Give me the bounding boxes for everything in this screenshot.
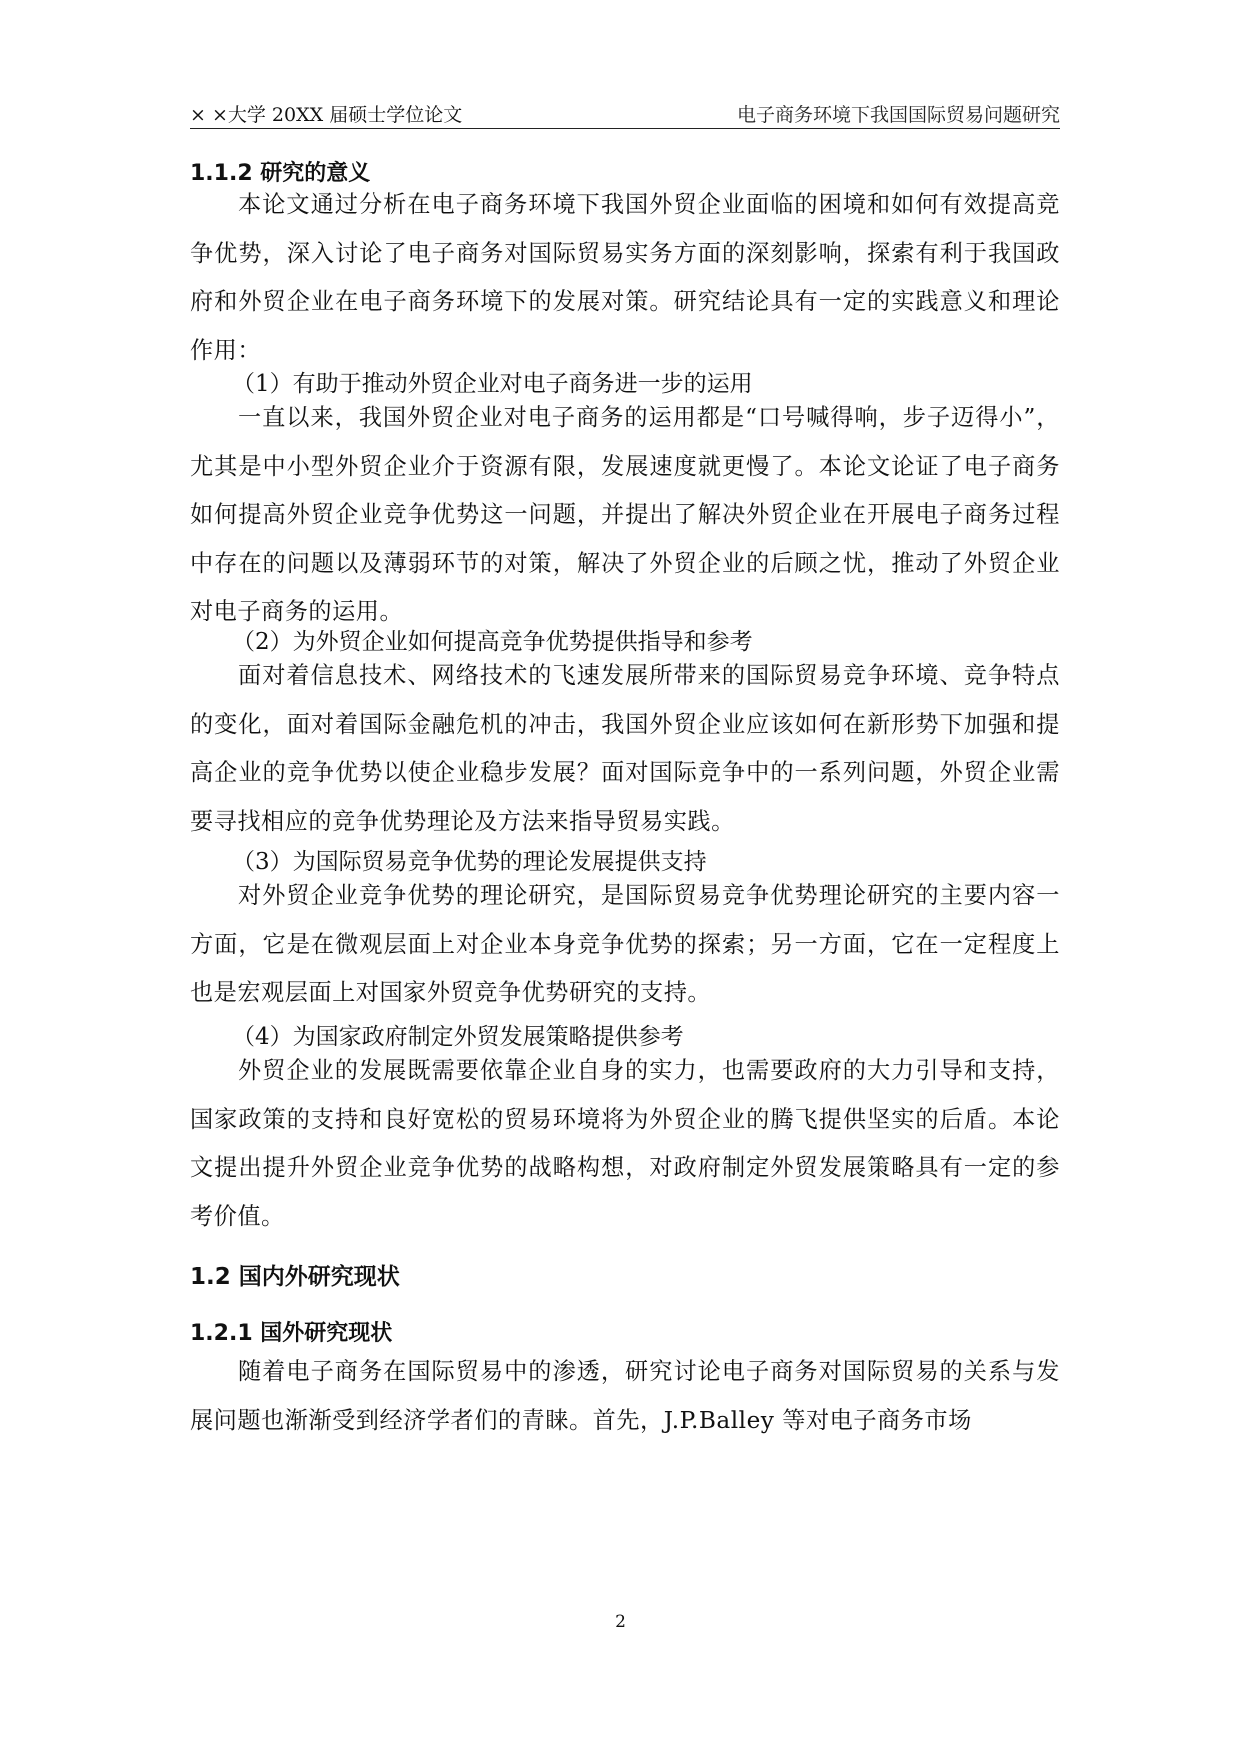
list-item-1: （1）有助于推动外贸企业对电子商务进一步的运用 [232, 371, 753, 397]
page-header [190, 96, 1060, 129]
header-thesis-title: 电子商务环境下我国国际贸易问题研究 [736, 104, 1060, 126]
paragraph-item1: 一直以来，我国外贸企业对电子商务的运用都是“口号喊得响，步子迈得小”，尤其是中小型外贸企业介于资源有限，发展速度就更慢了。本论文论证了电子商务如何提高外贸企业竞争优势这一问题，并提出了解决外贸企业在开展电子商务过程中存在的问题以及薄弱环节的对策，解决了外贸企业的后顾之忧，推动了外贸企业对电子商务的运用。 [190, 404, 1060, 625]
list-item-2: （2）为外贸企业如何提高竞争优势提供指导和参考 [232, 629, 753, 655]
list-item-3: （3）为国际贸易竞争优势的理论发展提供支持 [232, 849, 707, 875]
heading-1-2-1: 1.2.1 国外研究现状 [190, 1321, 393, 1346]
heading-1-1-2: 1.1.2 研究的意义 [190, 161, 371, 186]
paragraph-item4: 外贸企业的发展既需要依靠企业自身的实力，也需要政府的大力引导和支持，国家政策的支持和良好宽松的贸易环境将为外贸企业的腾飞提供坚实的后盾。本论文提出提升外贸企业竞争优势的战略构想，对政府制定外贸发展策略具有一定的参考价值。 [190, 1057, 1060, 1230]
paragraph-intro: 本论文通过分析在电子商务环境下我国外贸企业面临的困境和如何有效提高竞争优势，深入讨论了电子商务对国际贸易实务方面的深刻影响，探索有利于我国政府和外贸企业在电子商务环境下的发展对策。研究结论具有一定的实践意义和理论作用： [190, 191, 1060, 364]
paragraph-item3: 对外贸企业竞争优势的理论研究，是国际贸易竞争优势理论研究的主要内容一方面，它是在微观层面上对企业本身竞争优势的探索；另一方面，它在一定程度上也是宏观层面上对国家外贸竞争优势研究的支持。 [190, 882, 1060, 1006]
paragraph-item2: 面对着信息技术、网络技术的飞速发展所带来的国际贸易竞争环境、竞争特点的变化，面对着国际金融危机的冲击，我国外贸企业应该如何在新形势下加强和提高企业的竞争优势以使企业稳步发展？面对国际竞争中的一系列问题，外贸企业需要寻找相应的竞争优势理论及方法来指导贸易实践。 [190, 662, 1060, 835]
paragraph-1-2-1: 随着电子商务在国际贸易中的渗透，研究讨论电子商务对国际贸易的关系与发展问题也渐渐受到经济学者们的青睐。首先，J.P.Balley 等对电子商务市场 [190, 1358, 1060, 1434]
page-number: 2 [615, 1612, 626, 1632]
heading-1-2: 1.2 国内外研究现状 [190, 1264, 400, 1290]
list-item-4: （4）为国家政府制定外贸发展策略提供参考 [232, 1024, 684, 1050]
header-university-title: × ×大学 20XX 届硕士学位论文 [190, 104, 463, 126]
